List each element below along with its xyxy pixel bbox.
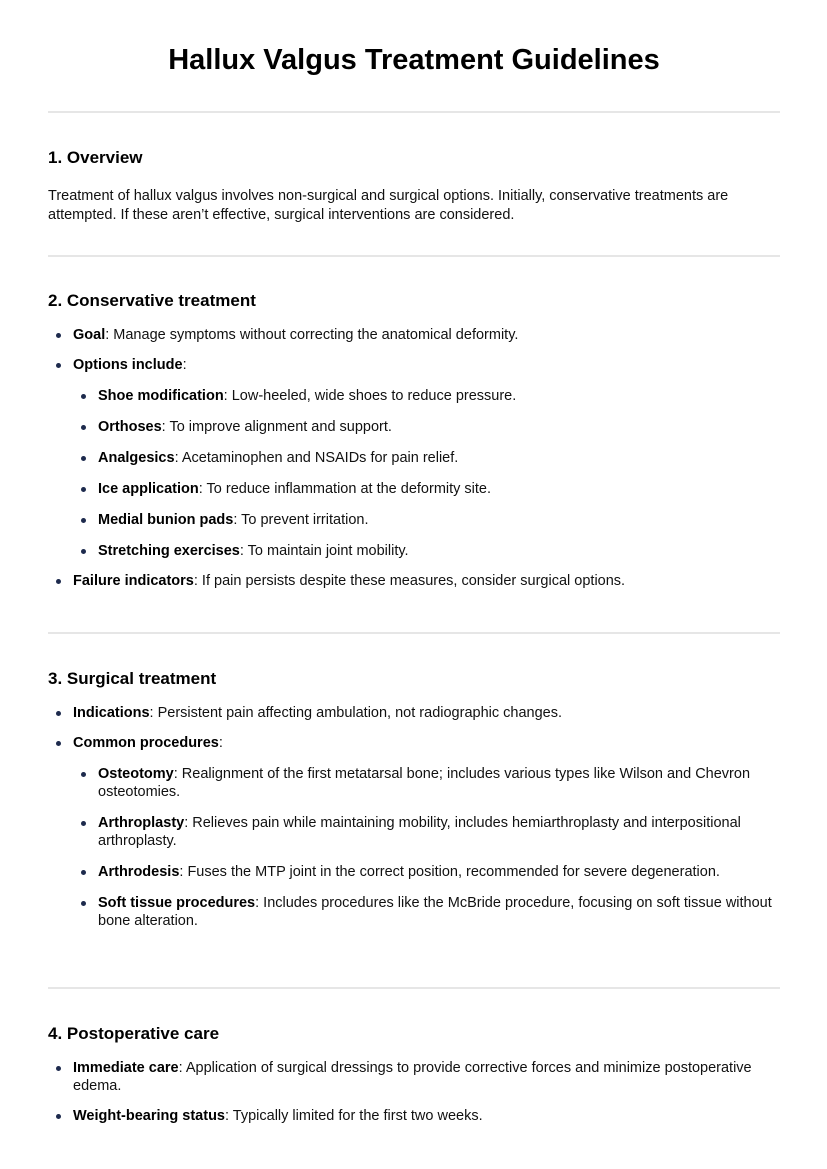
list-item-options-include (73, 356, 780, 560)
item-text: : Acetaminophen and NSAIDs for pain relief. (174, 450, 459, 466)
section-conservative-treatment (48, 290, 780, 602)
list-item-failure-indicators (73, 572, 780, 590)
bullet-icon (56, 1066, 61, 1071)
item-text: : (182, 357, 187, 373)
surgical-list (48, 704, 780, 930)
item-text: : Includes procedures like the McBride procedure, focusing on soft tissue without bone alteration. (98, 895, 772, 929)
list-item-indications (73, 704, 780, 722)
item-text: : To improve alignment and support. (161, 419, 392, 435)
bullet-icon (81, 901, 86, 906)
postoperative-list (48, 1059, 780, 1125)
item-text: : If pain persists despite these measures, consider surgical options. (193, 573, 626, 589)
list-item-goal (73, 326, 780, 344)
item-term: Options include (73, 357, 183, 373)
bullet-icon (56, 579, 61, 584)
list-item-common-procedures (73, 734, 780, 930)
item-term: Shoe modification (98, 388, 224, 404)
bullet-icon (56, 1114, 61, 1119)
overview-paragraph: Treatment of hallux valgus involves non-surgical and surgical options. Initially, conservative treatments are attempted. If these aren’t effective, surgical interventions are considered. (48, 188, 729, 223)
item-term: Immediate care (73, 1060, 179, 1076)
bullet-icon (56, 333, 61, 338)
conservative-list (48, 326, 780, 590)
item-term: Medial bunion pads (98, 512, 234, 528)
section-heading: 4. Postoperative care (48, 1024, 220, 1043)
item-term: Failure indicators (73, 573, 194, 589)
section-heading: 2. Conservative treatment (48, 291, 256, 310)
list-item-shoe-modification (98, 387, 780, 405)
item-term: Osteotomy (98, 766, 174, 782)
item-text: : (218, 735, 223, 751)
procedures-sublist (73, 765, 780, 930)
item-text: : Manage symptoms without correcting the anatomical deformity. (105, 327, 519, 343)
list-item-orthoses (98, 418, 780, 436)
item-text: : Application of surgical dressings to provide corrective forces and minimize postoperative edema. (73, 1060, 752, 1094)
divider (48, 111, 780, 113)
divider (48, 987, 780, 989)
options-sublist (73, 387, 780, 560)
item-text: : Realignment of the first metatarsal bone; includes various types like Wilson and Chevron osteotomies. (98, 766, 751, 800)
item-text: : To prevent irritation. (233, 512, 369, 528)
bullet-icon (81, 772, 86, 777)
item-term: Common procedures (73, 735, 219, 751)
divider (48, 255, 780, 257)
bullet-icon (81, 456, 86, 461)
bullet-icon (81, 870, 86, 875)
item-term: Weight-bearing status (73, 1108, 225, 1124)
item-term: Indications (73, 705, 150, 721)
list-item-medial-bunion-pads (98, 511, 780, 529)
list-item-soft-tissue-procedures (98, 894, 780, 930)
list-item-weight-bearing-status (73, 1107, 780, 1125)
item-term: Soft tissue procedures (98, 895, 256, 911)
item-term: Stretching exercises (98, 543, 240, 559)
item-text: : Low-heeled, wide shoes to reduce pressure. (223, 388, 517, 404)
bullet-icon (81, 487, 86, 492)
item-term: Arthrodesis (98, 864, 180, 880)
list-item-immediate-care (73, 1059, 780, 1095)
bullet-icon (81, 821, 86, 826)
item-term: Ice application (98, 481, 199, 497)
list-item-arthroplasty (98, 814, 780, 850)
divider (48, 632, 780, 634)
item-text: : Relieves pain while maintaining mobility, includes hemiarthroplasty and interpositional arthroplasty. (98, 815, 741, 849)
list-item-osteotomy (98, 765, 780, 801)
bullet-icon (81, 549, 86, 554)
list-item-arthrodesis (98, 863, 780, 881)
section-heading: 1. Overview (48, 148, 143, 167)
bullet-icon (81, 518, 86, 523)
bullet-icon (56, 363, 61, 368)
item-text: : To reduce inflammation at the deformity site. (198, 481, 492, 497)
item-text: : To maintain joint mobility. (239, 543, 409, 559)
section-overview (48, 147, 780, 225)
section-surgical-treatment (48, 668, 780, 942)
list-item-ice-application (98, 480, 780, 498)
bullet-icon (56, 741, 61, 746)
section-heading: 3. Surgical treatment (48, 669, 217, 688)
document-title: Hallux Valgus Treatment Guidelines (168, 44, 660, 76)
item-term: Analgesics (98, 450, 175, 466)
bullet-icon (81, 425, 86, 430)
item-term: Goal (73, 327, 106, 343)
list-item-analgesics (98, 449, 780, 467)
bullet-icon (56, 711, 61, 716)
item-text: : Fuses the MTP joint in the correct position, recommended for severe degeneration. (179, 864, 720, 880)
item-term: Orthoses (98, 419, 162, 435)
bullet-icon (81, 394, 86, 399)
item-term: Arthroplasty (98, 815, 185, 831)
item-text: : Typically limited for the first two weeks. (225, 1108, 483, 1124)
list-item-stretching-exercises (98, 542, 780, 560)
item-text: : Persistent pain affecting ambulation, not radiographic changes. (149, 705, 562, 721)
section-postoperative-care (48, 1023, 780, 1137)
